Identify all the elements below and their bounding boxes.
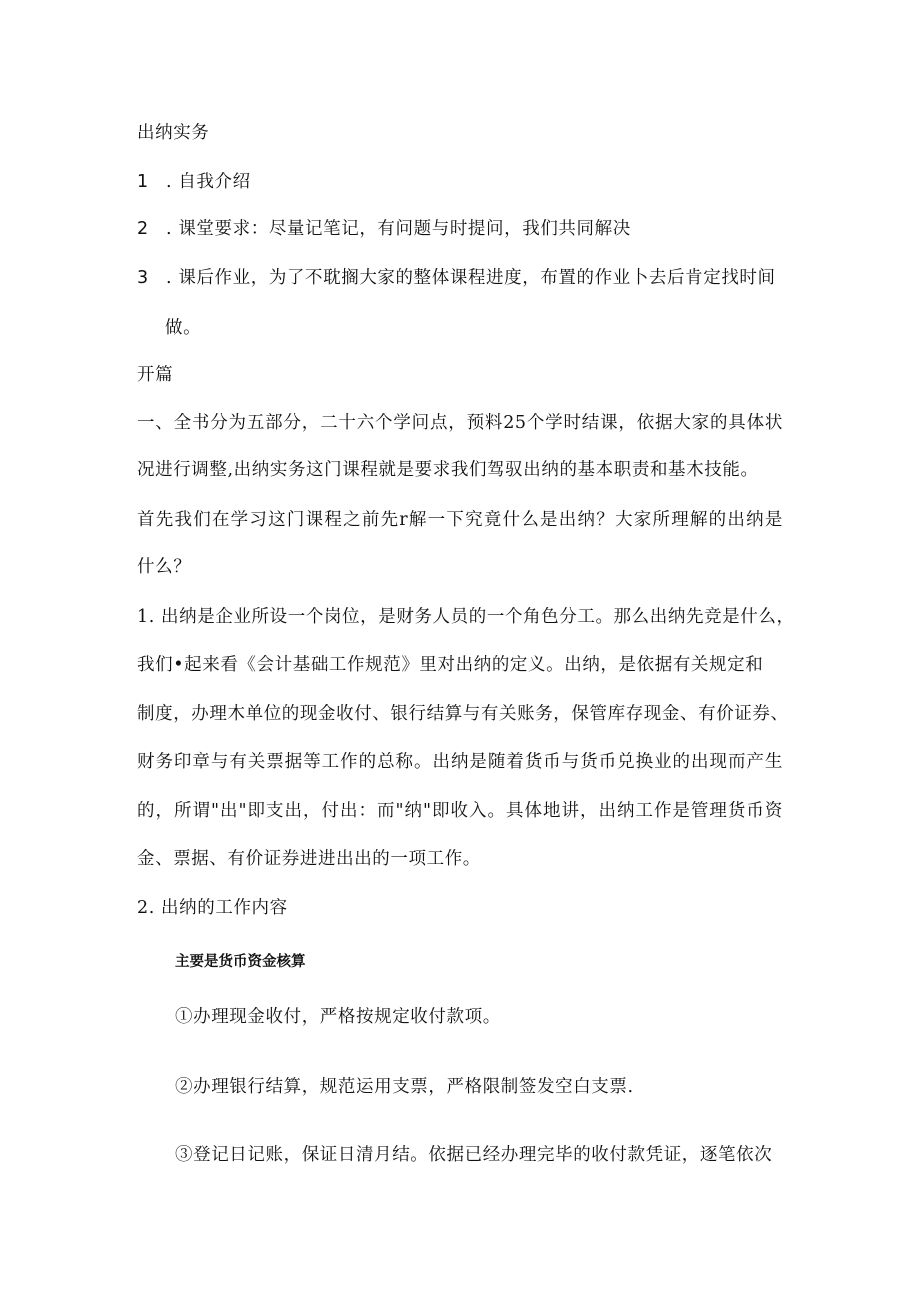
intro-item-2-text: . 课堂要求：尽量记笔记，有问题与时提问，我们共同解决 [166,219,631,239]
intro-item-3-number: 3 [137,268,149,288]
paragraph-3-line-5: 的，所谓"出"即支出，付出：而"纳"即收入。具体地讲，出纳工作是管理货币资 [137,801,783,821]
intro-item-3 [137,266,776,290]
paragraph-1-line-2: 况进行调整,出纳实务这门课程就是要求我们驾驭出纳的基本职责和基木技能。 [137,460,759,480]
intro-item-3-text: . 课后作业，为了不耽搁大家的整体课程进度，布置的作业卜去后肯定找时间 [166,268,776,288]
paragraph-2-line-1: 首先我们在学习这门课程之前先r解一下究竟什么是出纳？大家所理解的出纳是 [137,510,783,530]
paragraph-3-line-4: 财务印章与有关票据等工作的总称。出纳是随着货币与货币兑换业的出现而产生 [137,752,783,772]
work-item-3: ③登记日记账，保证日清月结。依据已经办理完毕的收付款凭证，逐笔依次 [175,1145,773,1165]
paragraph-3-line-3: 制度，办理木单位的现金收付、银行结算与有关账务，保管库存现金、有价证券、 [137,704,789,724]
subheading-currency-accounting: 主要是货币资金核算 [175,954,306,970]
intro-item-1-number: 1 [137,172,149,192]
section-heading: 开篇 [137,365,174,385]
work-item-2: ②办理银行结算，规范运用支票，严格限制签发空白支票. [175,1077,634,1097]
intro-item-1 [137,170,251,194]
intro-item-2 [137,217,631,241]
intro-item-1-text: . 自我介绍 [166,172,251,192]
paragraph-2-line-2: 什么？ [137,557,192,577]
intro-item-2-number: 2 [137,219,149,239]
paragraph-1-line-1: 一、全书分为五部分，二十六个学问点，预料25个学时结课，依据大家的具体状 [137,413,783,433]
heading-work-content: 2. 出纳的工作内容 [137,898,288,918]
paragraph-3-line-1: 1. 出纳是企业所设一个岗位，是财务人员的一个角色分工。那么出纳先竞是什么， [137,607,795,627]
work-item-1: ①办理现金收付，严格按规定收付款项。 [175,1007,501,1027]
document-title: 出纳实务 [137,123,210,143]
intro-item-3-continuation: 做。 [165,318,202,338]
paragraph-3-line-2: 我们•起来看《会计基础工作规范》里对出纳的定义。出纳，是依据有关规定和 [137,655,764,675]
paragraph-3-line-6: 金、票据、有价证券进进出出的一项工作。 [137,849,481,869]
